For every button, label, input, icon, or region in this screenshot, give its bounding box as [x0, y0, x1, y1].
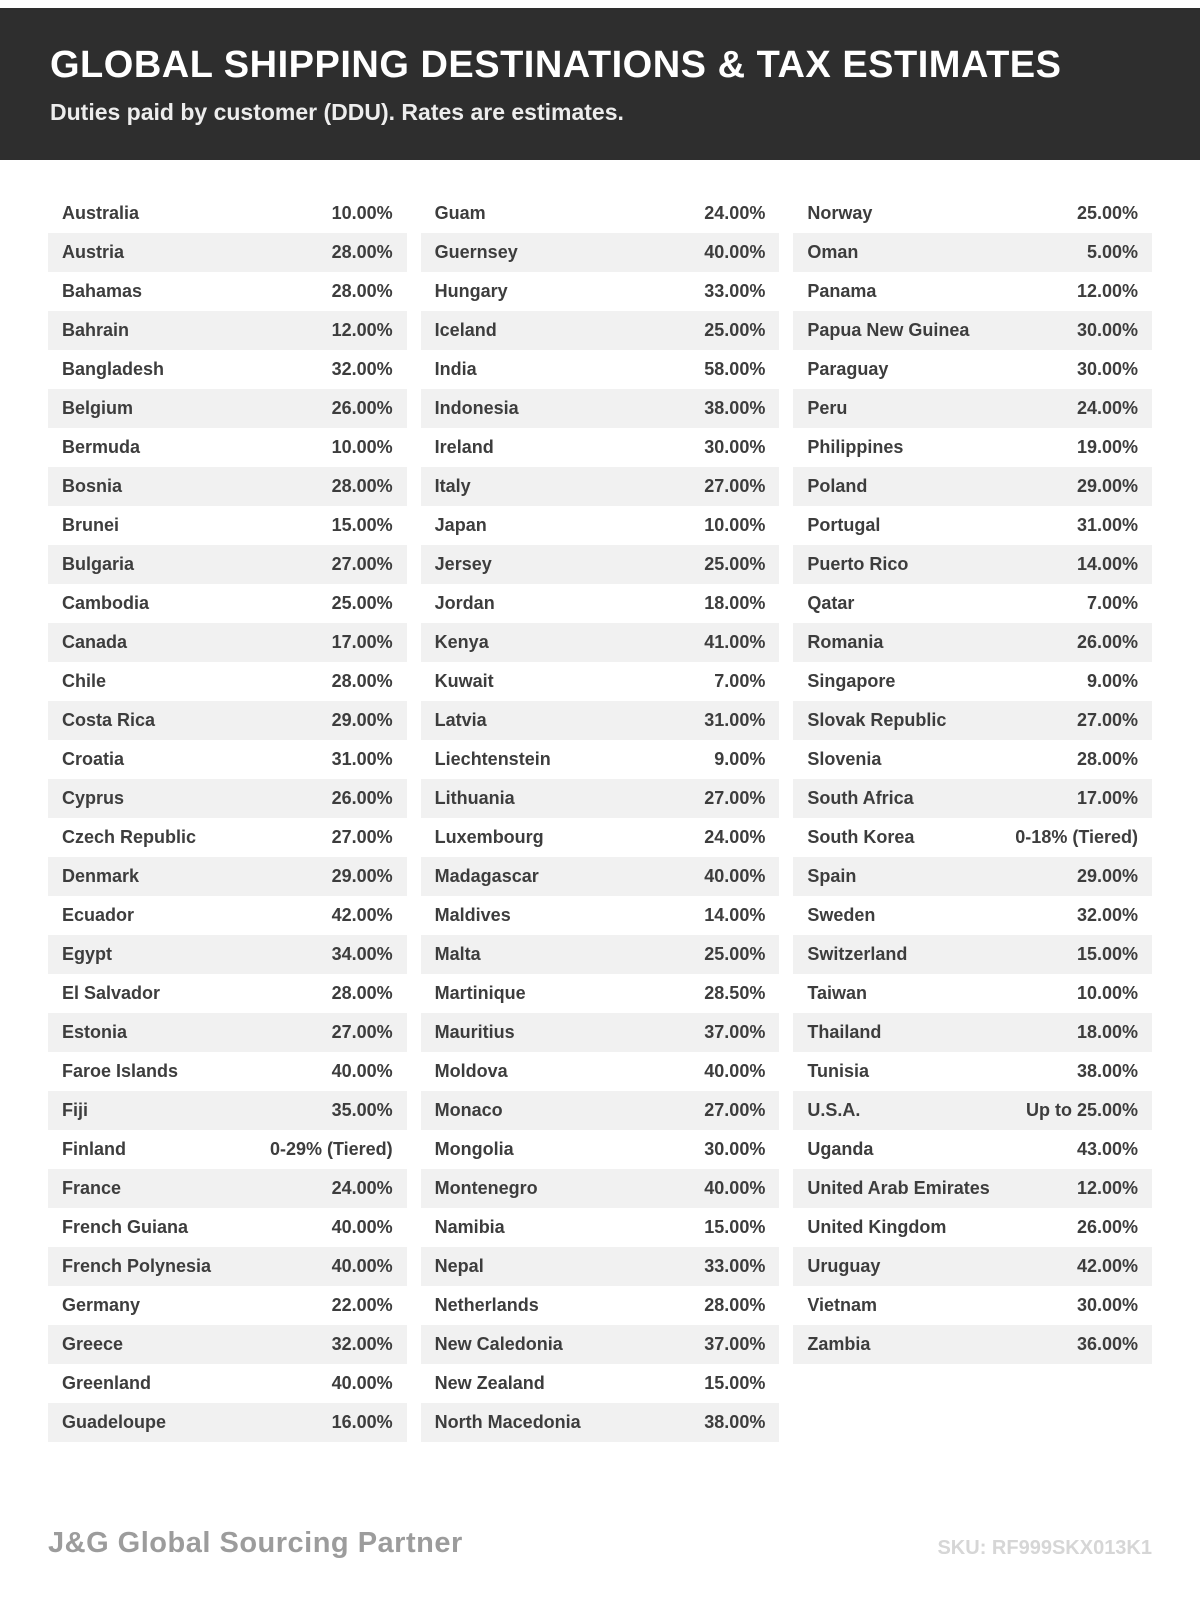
rate-value: 37.00%	[704, 1022, 766, 1042]
rates-grid	[0, 194, 1200, 1442]
country-label: Ecuador	[62, 905, 135, 925]
table-row	[793, 350, 1152, 389]
country-label: El Salvador	[62, 983, 161, 1003]
table-row	[793, 1130, 1152, 1169]
rate-value: 27.00%	[1076, 710, 1139, 730]
country-label: United Arab Emirates	[807, 1178, 990, 1198]
rate-value: 27.00%	[331, 1022, 393, 1042]
rate-value: 15.00%	[331, 515, 393, 535]
rate-value: 42.00%	[331, 905, 393, 925]
country-label: Japan	[434, 515, 487, 535]
country-label: Bahamas	[62, 281, 143, 301]
country-label: Mauritius	[434, 1022, 515, 1042]
rate-value: 40.00%	[331, 1256, 393, 1276]
rate-value: 9.00%	[1086, 671, 1139, 691]
rate-value: 27.00%	[331, 554, 393, 574]
table-row	[421, 506, 780, 545]
table-row	[48, 623, 407, 662]
table-row	[48, 428, 407, 467]
table-row	[793, 701, 1152, 740]
table-row	[793, 545, 1152, 584]
rate-value: 36.00%	[1076, 1334, 1139, 1354]
rate-value: 30.00%	[704, 437, 766, 457]
table-row	[421, 350, 780, 389]
rate-value: 0-18% (Tiered)	[1015, 827, 1139, 847]
country-label: Hungary	[434, 281, 508, 301]
country-label: Peru	[807, 398, 848, 418]
country-label: Croatia	[62, 749, 125, 769]
table-row	[48, 584, 407, 623]
country-label: Singapore	[807, 671, 896, 691]
rate-value: 12.00%	[1076, 1178, 1139, 1198]
table-row	[421, 974, 780, 1013]
country-label: Guam	[434, 203, 486, 223]
country-label: Australia	[62, 203, 140, 223]
rate-value: 26.00%	[331, 788, 393, 808]
country-label: Indonesia	[434, 398, 519, 418]
table-row	[48, 194, 407, 233]
rate-value: 30.00%	[1076, 320, 1139, 340]
rate-value: Up to 25.00%	[1025, 1100, 1139, 1120]
country-label: Poland	[807, 476, 868, 496]
country-label: New Zealand	[434, 1373, 545, 1393]
country-label: Nepal	[434, 1256, 484, 1276]
country-label: Spain	[807, 866, 857, 886]
table-row	[421, 779, 780, 818]
table-row	[48, 779, 407, 818]
country-label: Italy	[434, 476, 471, 496]
table-row	[793, 818, 1152, 857]
country-label: Estonia	[62, 1022, 128, 1042]
page-header	[0, 8, 1200, 160]
table-row	[793, 857, 1152, 896]
table-row	[793, 233, 1152, 272]
page-footer	[0, 1527, 1200, 1600]
rate-value: 0-29% (Tiered)	[269, 1139, 393, 1159]
country-label: North Macedonia	[434, 1412, 581, 1432]
rate-value: 10.00%	[331, 203, 393, 223]
country-label: Maldives	[434, 905, 511, 925]
country-label: Bosnia	[62, 476, 123, 496]
country-label: Finland	[62, 1139, 126, 1159]
table-row	[421, 740, 780, 779]
rate-value: 33.00%	[704, 281, 766, 301]
rate-value: 40.00%	[704, 1178, 766, 1198]
rate-value: 14.00%	[1076, 554, 1139, 574]
rate-value: 17.00%	[331, 632, 393, 652]
country-label: Greenland	[62, 1373, 152, 1393]
rate-value: 30.00%	[704, 1139, 766, 1159]
rate-value: 29.00%	[1076, 476, 1139, 496]
country-label: Namibia	[434, 1217, 505, 1237]
rate-value: 31.00%	[1076, 515, 1139, 535]
rate-value: 10.00%	[1076, 983, 1139, 1003]
country-label: Zambia	[807, 1334, 871, 1354]
rate-value: 7.00%	[714, 671, 766, 691]
rate-value: 28.00%	[331, 983, 393, 1003]
table-row	[793, 272, 1152, 311]
country-label: Belgium	[62, 398, 134, 418]
table-row	[421, 1130, 780, 1169]
country-label: Thailand	[807, 1022, 882, 1042]
rate-value: 25.00%	[331, 593, 393, 613]
country-label: Slovenia	[807, 749, 882, 769]
table-row	[421, 1169, 780, 1208]
country-label: South Africa	[807, 788, 914, 808]
rate-value: 27.00%	[704, 1100, 766, 1120]
table-row	[48, 1091, 407, 1130]
rate-value: 29.00%	[331, 710, 393, 730]
country-label: Faroe Islands	[62, 1061, 179, 1081]
rate-value: 32.00%	[331, 359, 393, 379]
country-label: Lithuania	[434, 788, 515, 808]
rate-value: 19.00%	[1076, 437, 1139, 457]
country-label: Papua New Guinea	[807, 320, 970, 340]
country-label: Philippines	[807, 437, 904, 457]
country-label: Canada	[62, 632, 128, 652]
country-label: Cambodia	[62, 593, 150, 613]
country-label: New Caledonia	[434, 1334, 563, 1354]
country-label: Qatar	[807, 593, 855, 613]
table-row	[421, 389, 780, 428]
table-row	[793, 194, 1152, 233]
rate-value: 42.00%	[1076, 1256, 1139, 1276]
table-row	[421, 896, 780, 935]
rate-value: 25.00%	[704, 554, 766, 574]
country-label: Luxembourg	[434, 827, 544, 847]
table-row	[793, 1052, 1152, 1091]
table-row	[48, 974, 407, 1013]
country-label: Czech Republic	[62, 827, 197, 847]
rate-value: 17.00%	[1076, 788, 1139, 808]
rate-value: 24.00%	[704, 827, 766, 847]
country-label: Guernsey	[434, 242, 518, 262]
rate-value: 28.00%	[331, 281, 393, 301]
country-label: Bahrain	[62, 320, 130, 340]
table-row	[793, 1208, 1152, 1247]
rate-value: 25.00%	[704, 944, 766, 964]
table-row	[421, 1364, 780, 1403]
rate-value: 5.00%	[1086, 242, 1139, 262]
country-label: Tunisia	[807, 1061, 870, 1081]
table-row	[48, 1013, 407, 1052]
brand-text: J&G Global Sourcing Partner	[48, 1527, 463, 1559]
country-label: Kuwait	[434, 671, 494, 691]
rate-value: 40.00%	[704, 1061, 766, 1081]
country-label: Guadeloupe	[62, 1412, 167, 1432]
rate-value: 24.00%	[331, 1178, 393, 1198]
table-row	[48, 467, 407, 506]
table-row	[421, 1286, 780, 1325]
table-row	[421, 545, 780, 584]
table-row	[48, 662, 407, 701]
table-row	[48, 1286, 407, 1325]
country-label: Vietnam	[807, 1295, 878, 1315]
rate-value: 25.00%	[704, 320, 766, 340]
rate-value: 30.00%	[1076, 359, 1139, 379]
table-row	[421, 1091, 780, 1130]
rate-value: 33.00%	[704, 1256, 766, 1276]
table-row	[48, 350, 407, 389]
country-label: Ireland	[434, 437, 494, 457]
rate-value: 34.00%	[331, 944, 393, 964]
table-row	[793, 974, 1152, 1013]
rate-value: 18.00%	[1076, 1022, 1139, 1042]
table-row	[421, 1208, 780, 1247]
rate-value: 24.00%	[1076, 398, 1139, 418]
country-label: Cyprus	[62, 788, 125, 808]
table-row	[421, 1013, 780, 1052]
country-label: Oman	[807, 242, 859, 262]
rate-value: 26.00%	[1076, 632, 1139, 652]
table-row	[421, 623, 780, 662]
rate-value: 29.00%	[331, 866, 393, 886]
rate-value: 35.00%	[331, 1100, 393, 1120]
country-label: Madagascar	[434, 866, 539, 886]
country-label: Egypt	[62, 944, 113, 964]
country-label: Liechtenstein	[434, 749, 551, 769]
rate-value: 40.00%	[704, 242, 766, 262]
table-row	[48, 1247, 407, 1286]
rate-value: 9.00%	[714, 749, 766, 769]
table-row	[421, 467, 780, 506]
table-row	[48, 701, 407, 740]
table-row	[793, 1247, 1152, 1286]
country-label: Portugal	[807, 515, 881, 535]
country-label: Paraguay	[807, 359, 889, 379]
rates-column	[421, 194, 780, 1442]
table-row	[421, 935, 780, 974]
country-label: Bulgaria	[62, 554, 135, 574]
rates-column	[793, 194, 1152, 1364]
table-row	[793, 623, 1152, 662]
country-label: Norway	[807, 203, 873, 223]
country-label: Switzerland	[807, 944, 908, 964]
rate-value: 26.00%	[1076, 1217, 1139, 1237]
rate-value: 28.00%	[1076, 749, 1139, 769]
country-label: Greece	[62, 1334, 124, 1354]
table-row	[48, 896, 407, 935]
rate-value: 24.00%	[704, 203, 766, 223]
rate-value: 14.00%	[704, 905, 766, 925]
country-label: Denmark	[62, 866, 140, 886]
table-row	[48, 272, 407, 311]
rate-value: 10.00%	[704, 515, 766, 535]
table-row	[421, 1403, 780, 1442]
table-row	[793, 1169, 1152, 1208]
country-label: Slovak Republic	[807, 710, 947, 730]
rate-value: 40.00%	[704, 866, 766, 886]
country-label: Iceland	[434, 320, 497, 340]
country-label: Chile	[62, 671, 107, 691]
rate-value: 12.00%	[331, 320, 393, 340]
country-label: Romania	[807, 632, 884, 652]
rate-value: 30.00%	[1076, 1295, 1139, 1315]
country-label: French Guiana	[62, 1217, 189, 1237]
table-row	[793, 389, 1152, 428]
table-row	[793, 1013, 1152, 1052]
rate-value: 27.00%	[704, 476, 766, 496]
rate-value: 29.00%	[1076, 866, 1139, 886]
table-row	[421, 1325, 780, 1364]
sku-text: SKU: RF999SKX013K1	[937, 1537, 1152, 1559]
country-label: Sweden	[807, 905, 876, 925]
rate-value: 16.00%	[331, 1412, 393, 1432]
country-label: South Korea	[807, 827, 915, 847]
rate-value: 28.00%	[704, 1295, 766, 1315]
country-label: Moldova	[434, 1061, 508, 1081]
table-row	[48, 740, 407, 779]
table-row	[421, 857, 780, 896]
rate-value: 31.00%	[704, 710, 766, 730]
rate-value: 12.00%	[1076, 281, 1139, 301]
country-label: Uruguay	[807, 1256, 881, 1276]
table-row	[421, 194, 780, 233]
country-label: Martinique	[434, 983, 526, 1003]
page-title: GLOBAL SHIPPING DESTINATIONS & TAX ESTIMATES	[50, 44, 1062, 86]
rate-value: 25.00%	[1076, 203, 1139, 223]
table-row	[793, 428, 1152, 467]
country-label: Fiji	[62, 1100, 88, 1120]
rate-value: 22.00%	[331, 1295, 393, 1315]
table-row	[793, 506, 1152, 545]
rate-value: 38.00%	[704, 398, 766, 418]
table-row	[48, 935, 407, 974]
rate-value: 38.00%	[1076, 1061, 1139, 1081]
table-row	[421, 1247, 780, 1286]
table-row	[793, 584, 1152, 623]
table-row	[48, 1364, 407, 1403]
country-label: Panama	[807, 281, 877, 301]
country-label: Jordan	[434, 593, 495, 613]
rate-value: 32.00%	[1076, 905, 1139, 925]
table-row	[421, 818, 780, 857]
country-label: U.S.A.	[807, 1100, 861, 1120]
country-label: Bermuda	[62, 437, 141, 457]
rate-value: 27.00%	[704, 788, 766, 808]
table-row	[793, 740, 1152, 779]
rate-value: 40.00%	[331, 1217, 393, 1237]
table-row	[793, 467, 1152, 506]
country-label: Jersey	[434, 554, 492, 574]
table-row	[421, 272, 780, 311]
rate-value: 15.00%	[704, 1373, 766, 1393]
country-label: Uganda	[807, 1139, 874, 1159]
page-subtitle: Duties paid by customer (DDU). Rates are estimates.	[50, 99, 624, 125]
country-label: Montenegro	[434, 1178, 538, 1198]
table-row	[48, 1325, 407, 1364]
table-row	[48, 545, 407, 584]
table-row	[793, 662, 1152, 701]
country-label: Monaco	[434, 1100, 503, 1120]
rate-value: 18.00%	[704, 593, 766, 613]
table-row	[48, 818, 407, 857]
table-row	[48, 389, 407, 428]
table-row	[48, 1169, 407, 1208]
table-row	[793, 935, 1152, 974]
table-row	[48, 1052, 407, 1091]
table-row	[48, 506, 407, 545]
country-label: Austria	[62, 242, 125, 262]
table-row	[48, 233, 407, 272]
rate-value: 28.00%	[331, 242, 393, 262]
country-label: India	[434, 359, 477, 379]
table-row	[48, 1403, 407, 1442]
table-row	[421, 311, 780, 350]
rate-value: 28.00%	[331, 476, 393, 496]
rate-value: 28.00%	[331, 671, 393, 691]
table-row	[421, 428, 780, 467]
country-label: Brunei	[62, 515, 120, 535]
rate-value: 10.00%	[331, 437, 393, 457]
rate-value: 37.00%	[704, 1334, 766, 1354]
table-row	[48, 1130, 407, 1169]
rate-value: 26.00%	[331, 398, 393, 418]
table-row	[48, 1208, 407, 1247]
rate-value: 40.00%	[331, 1061, 393, 1081]
country-label: Latvia	[434, 710, 487, 730]
table-row	[421, 701, 780, 740]
rate-value: 27.00%	[331, 827, 393, 847]
table-row	[793, 896, 1152, 935]
rates-column	[48, 194, 407, 1442]
country-label: Costa Rica	[62, 710, 156, 730]
country-label: Germany	[62, 1295, 141, 1315]
table-row	[48, 311, 407, 350]
table-row	[793, 779, 1152, 818]
rate-value: 7.00%	[1086, 593, 1139, 613]
country-label: Bangladesh	[62, 359, 165, 379]
table-row	[793, 311, 1152, 350]
table-row	[421, 233, 780, 272]
rate-value: 15.00%	[704, 1217, 766, 1237]
rate-value: 43.00%	[1076, 1139, 1139, 1159]
table-row	[48, 857, 407, 896]
table-row	[421, 662, 780, 701]
rate-value: 15.00%	[1076, 944, 1139, 964]
country-label: United Kingdom	[807, 1217, 947, 1237]
table-row	[793, 1091, 1152, 1130]
rate-value: 58.00%	[704, 359, 766, 379]
country-label: Puerto Rico	[807, 554, 909, 574]
country-label: Mongolia	[434, 1139, 514, 1159]
country-label: France	[62, 1178, 122, 1198]
table-row	[793, 1286, 1152, 1325]
rate-value: 31.00%	[331, 749, 393, 769]
rate-value: 41.00%	[704, 632, 766, 652]
table-row	[793, 1325, 1152, 1364]
country-label: French Polynesia	[62, 1256, 212, 1276]
country-label: Kenya	[434, 632, 489, 652]
table-row	[421, 584, 780, 623]
country-label: Netherlands	[434, 1295, 539, 1315]
rate-value: 40.00%	[331, 1373, 393, 1393]
country-label: Taiwan	[807, 983, 868, 1003]
rate-value: 28.50%	[704, 983, 766, 1003]
table-row	[421, 1052, 780, 1091]
country-label: Malta	[434, 944, 481, 964]
rate-value: 38.00%	[704, 1412, 766, 1432]
rate-value: 32.00%	[331, 1334, 393, 1354]
